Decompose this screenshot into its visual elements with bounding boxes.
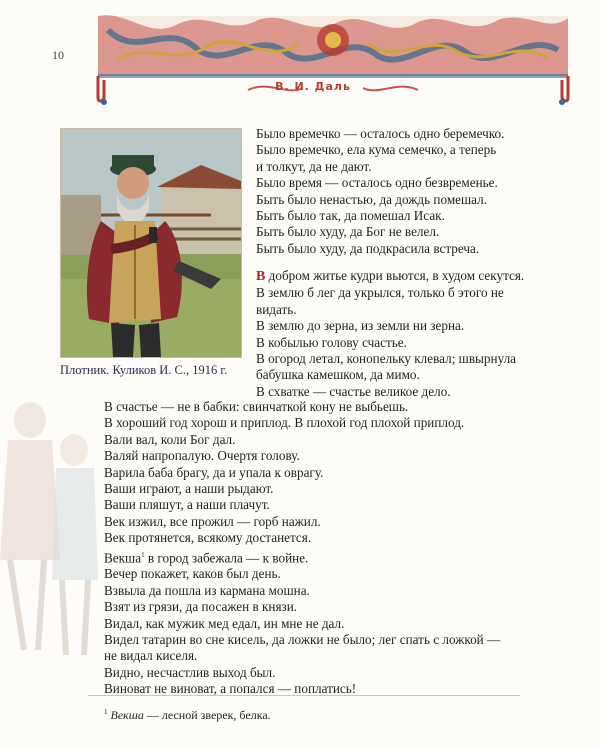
footnote [104,708,271,723]
verse-line: Валяй напропалую. Очертя голову. [104,448,300,464]
verse-line: В огород летал, конопельку клевал; швырнула [256,351,517,367]
verse-line: В счастье — не в бабки: свинчаткой кону не выбьешь. [104,399,409,414]
verse-line: Взят из грязи, да посажен в князи. [104,599,298,615]
verse-line: Видно, несчастлив выход был. [104,664,276,680]
verse-line: Вечер покажет, каков был день. [104,566,281,582]
verse-line: Ваши пляшут, а наши плачут. [104,497,270,513]
verse-line: Быть было худу, да Бог не велел. [256,224,440,240]
footnote-ref[interactable]: 1 [141,550,145,559]
verse-line-rest: в город забежала — к войне. [144,550,309,566]
verse-line: Быть было ненастью, да дождь помешал. [256,191,488,207]
verse-line: В хороший год хорош и приплод. В плохой год плохой приплод. [104,415,465,431]
verse-word: Векша [104,550,142,566]
footnote-definition: — лесной зверек, белка. [143,708,271,722]
verse-line: В кобылью голову счастье. [256,334,407,350]
verses-bottom-block [104,399,500,698]
verse-line-rest: добром житье кудри вьются, в худом секутся. [265,268,525,283]
verse-line: и толкут, да не дают. [256,158,372,174]
painting-carpenter [60,128,242,358]
verse-line: Ваши играют, а наши рыдают. [104,481,274,497]
footnote-mark: 1 [104,708,108,716]
verse-line: В землю б лег да укрылся, только б этого не [256,285,504,301]
verse-line: не видал киселя. [104,648,198,664]
verse-line: Быть было так, да помешал Исак. [256,208,445,224]
verse-line: Было времечко, ела кума семечко, а теперь [256,142,497,158]
verse-line: Варила баба брагу, да и упала к оврагу. [104,464,324,480]
verse-line: Век протянется, всякому достанется. [104,530,312,546]
verse-line-with-dropcap [256,268,524,285]
verse-line: Вали вал, коли Бог дал. [104,431,236,447]
verses-mid-block [256,268,524,400]
page-number: 10 [52,48,64,62]
verse-line: В схватке — счастье великое дело. [256,383,451,399]
verse-line-with-footnote [104,547,500,567]
verse-line: видать. [256,301,297,317]
verse-line: Видел татарин во сне кисель, да ложки не было; лег спать с ложкой — [104,632,501,648]
verse-line: бабушка камешком, да мимо. [256,367,420,383]
verse-line: Было времечко — осталось одно беремечко. [256,126,505,141]
verse-line: Век изжил, все прожил — горб нажил. [104,513,321,529]
footnote-term: Векша [110,708,144,722]
painting-image [61,129,241,357]
verse-line: Виноват не виноват, а попался — поплатись! [104,681,357,697]
verses-top-block [256,126,504,257]
verse-line: Быть было худу, да подкрасила встреча. [256,240,480,256]
footnote-divider [88,695,520,696]
running-head: В. И. Даль [275,80,351,93]
painting-caption: Плотник. Куликов И. С., 1916 г. [60,363,228,377]
verse-line: Было время — осталось одно безвременье. [256,175,498,191]
verse-line: В землю до зерна, из земли ни зерна. [256,318,465,334]
verse-line: Видал, как мужик мед едал, ин мне не дал. [104,615,345,631]
background-figures-illustration [0,380,98,660]
verse-line: Взвыла да пошла из кармана мошна. [104,582,310,598]
dropcap-letter: В [256,269,266,284]
